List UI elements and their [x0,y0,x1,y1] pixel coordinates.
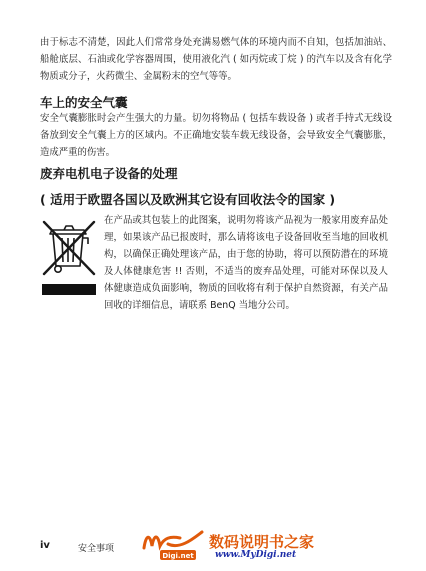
watermark-site-name: 数码说明书之家 [209,533,315,551]
airbag-heading: 车上的安全气囊 [40,95,128,110]
mydigi-logo [140,528,206,562]
disposal-paragraph: 在产品或其包装上的此图案，说明勿将该产品视为一般家用废弃品处理，如果该产品已报废时，那么请将该电子设备回收至当地的回收机构，以确保正确处理该产品，由于您的协助，将可以预防潜在的环境及人体健康危害 !! 否则，不适当的废弃品处理，可能对环保以及人体健康造成负面影响，物质的回收将有利于保护自然资源，有关产品回收的详细信息，请联系 BenQ 当地分公司。 [104,215,388,311]
footer-section-title: 安全事项 [78,544,115,554]
watermark-url: www.MyDigi.net [215,550,297,560]
airbag-paragraph: 安全气囊膨胀时会产生强大的力量。切勿将物品 ( 包括车载设备 ) 或者手持式无线设备放到安全气囊上方的区域内。不正确地安装车载无线设备，会导致安全气囊膨胀，造成严重的伤害。 [40,113,392,158]
crossed-out-wheelie-bin-icon [40,216,98,298]
mydigi-logo-text: Digi.net [162,552,194,560]
page-number: iv [40,540,50,551]
intro-paragraph: 由于标志不清楚，因此人们常常身处充满易燃气体的环境内而不自知，包括加油站、船舱底层、石油或化学容器周围，使用液化汽 ( 如丙烷或丁烷 ) 的汽车以及含有化学物质或分子，火药微尘、金属粉末的空气等等。 [40,37,392,82]
disposal-subheading: ( 适用于欧盟各国以及欧洲其它设有回收法令的国家 ) [40,192,336,207]
disposal-heading: 废弃电机电子设备的处理 [40,166,178,181]
